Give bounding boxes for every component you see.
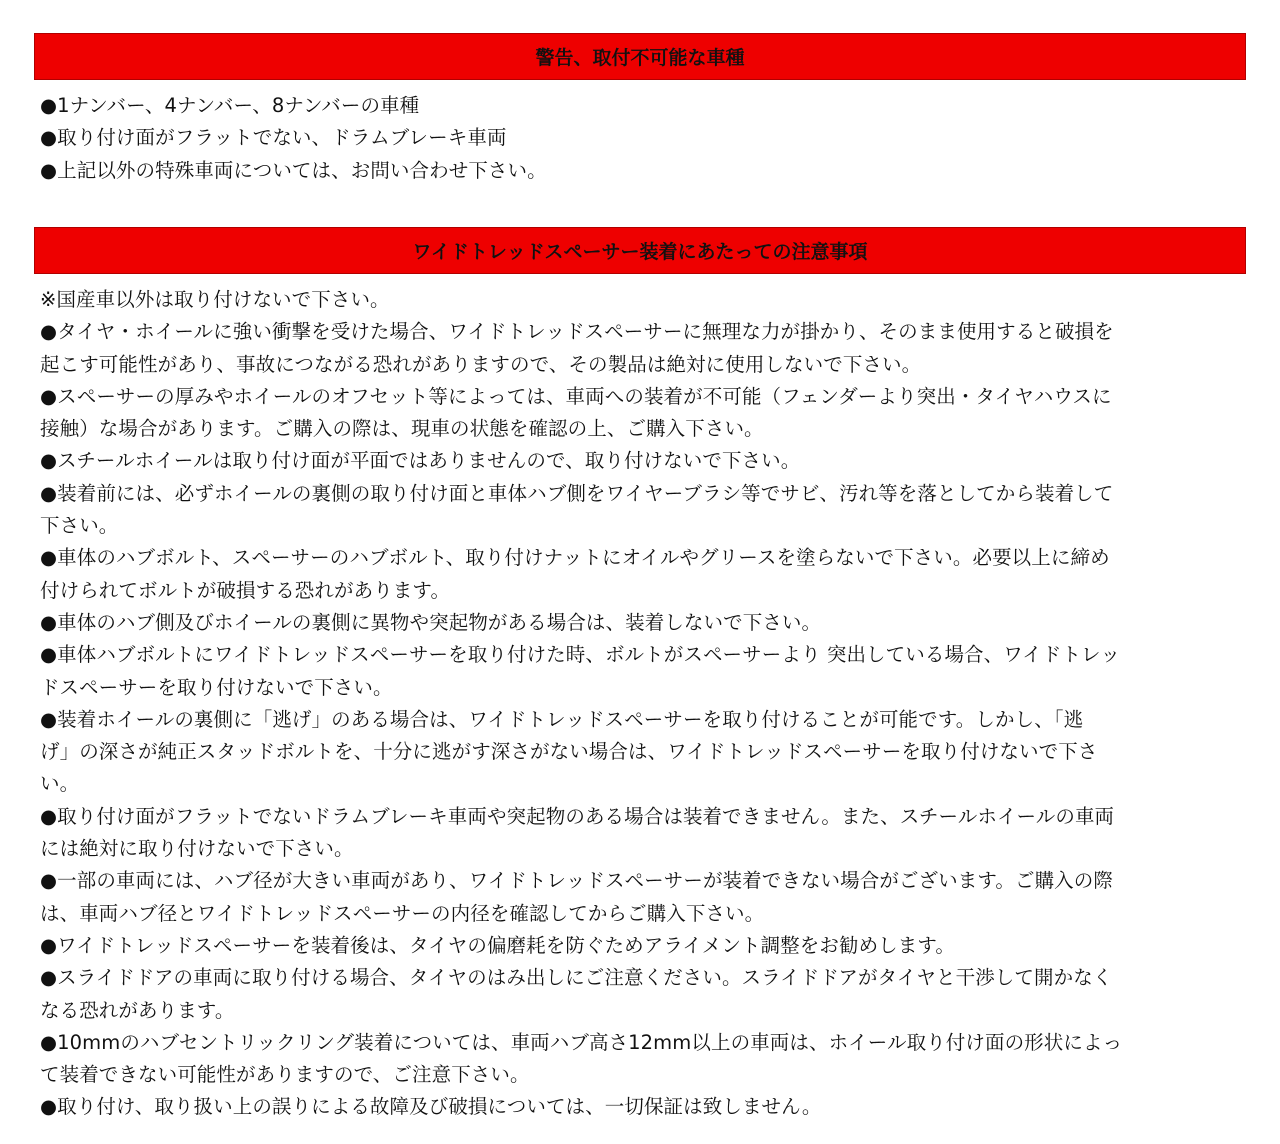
caution-line: い。	[40, 772, 80, 796]
caution-line: ●車体ハブボルトにワイドトレッドスペーサーを取り付けた時、ボルトがスペーサーより 突出している場合、ワイドトレッ	[40, 643, 1121, 667]
warning-item: ●1ナンバー、4ナンバー、8ナンバーの車種	[40, 94, 420, 117]
caution-line: て装着できない可能性がありますので、ご注意下さい。	[40, 1063, 530, 1087]
caution-line: ●取り付け面がフラットでないドラムブレーキ車両や突起物のある場合は装着できません。また、スチールホイールの車両	[40, 804, 1115, 828]
caution-line: ●ワイドトレッドスペーサーを装着後は、タイヤの偏磨耗を防ぐためアライメント調整をお勧めします。	[40, 933, 956, 957]
warning-header-bar	[34, 33, 1246, 80]
caution-section	[34, 227, 1246, 1124]
caution-line: ※国産車以外は取り付けないで下さい。	[40, 288, 390, 311]
caution-list	[34, 284, 1246, 1124]
caution-line: ●一部の車両には、ハブ径が大きい車両があり、ワイドトレッドスペーサーが装着できない場合がございます。ご購入の際	[40, 869, 1113, 893]
caution-line: ●装着前には、必ずホイールの裏側の取り付け面と車体ハブ側をワイヤーブラシ等でサビ、汚れ等を落としてから装着して	[40, 481, 1114, 505]
caution-line: 下さい。	[40, 514, 119, 538]
caution-line: ●車体のハブボルト、スペーサーのハブボルト、取り付けナットにオイルやグリースを塗らないで下さい。必要以上に締め	[40, 546, 1110, 570]
warning-list	[34, 90, 1246, 187]
caution-line: 起こす可能性があり、事故につながる恐れがありますので、その製品は絶対に使用しないで下さい。	[40, 352, 922, 376]
caution-line: ●スチールホイールは取り付け面が平面ではありませんので、取り付けないで下さい。	[40, 449, 801, 473]
warning-item: ●上記以外の特殊車両については、お問い合わせ下さい。	[40, 158, 547, 182]
warning-item: ●取り付け面がフラットでない、ドラムブレーキ車両	[40, 126, 507, 150]
caution-line: げ」の深さが純正スタッドボルトを、十分に逃がす深さがない場合は、ワイドトレッドスペーサーを取り付けないで下さ	[40, 740, 1098, 764]
warning-section	[34, 33, 1246, 187]
caution-line: には絶対に取り付けないで下さい。	[40, 837, 354, 861]
caution-line: なる恐れがあります。	[40, 998, 235, 1022]
warning-title: 警告、取付不可能な車種	[535, 47, 745, 69]
caution-line: 付けられてボルトが破損する恐れがあります。	[40, 578, 451, 602]
caution-header-bar	[34, 227, 1246, 274]
caution-line: ●取り付け、取り扱い上の誤りによる故障及び破損については、一切保証は致しません。	[40, 1095, 822, 1119]
caution-title: ワイドトレッドスペーサー装着にあたっての注意事項	[412, 241, 868, 263]
caution-line: ●スペーサーの厚みやホイールのオフセット等によっては、車両への装着が不可能（フェンダーより突出・タイヤハウスに	[40, 384, 1112, 408]
caution-line: ドスペーサーを取り付けないで下さい。	[40, 675, 393, 699]
caution-line: ●スライドドアの車両に取り付ける場合、タイヤのはみ出しにご注意ください。スライドドアがタイヤと干渉して開かなく	[40, 966, 1113, 990]
caution-line: ●10mmのハブセントリックリング装着については、車両ハブ高さ12mm以上の車両は、ホイール取り付け面の形状によっ	[40, 1030, 1123, 1054]
caution-line: ●装着ホイールの裏側に「逃げ」のある場合は、ワイドトレッドスペーサーを取り付けることが可能です。しかし、「逃	[40, 707, 1084, 731]
caution-line: は、車両ハブ径とワイドトレッドスペーサーの内径を確認してからご購入下さい。	[40, 901, 765, 925]
caution-line: ●タイヤ・ホイールに強い衝撃を受けた場合、ワイドトレッドスペーサーに無理な力が掛かり、そのまま使用すると破損を	[40, 320, 1114, 344]
caution-line: 接触）な場合があります。ご購入の際は、現車の状態を確認の上、ご購入下さい。	[40, 417, 764, 441]
caution-line: ●車体のハブ側及びホイールの裏側に異物や突起物がある場合は、装着しないで下さい。	[40, 610, 822, 634]
